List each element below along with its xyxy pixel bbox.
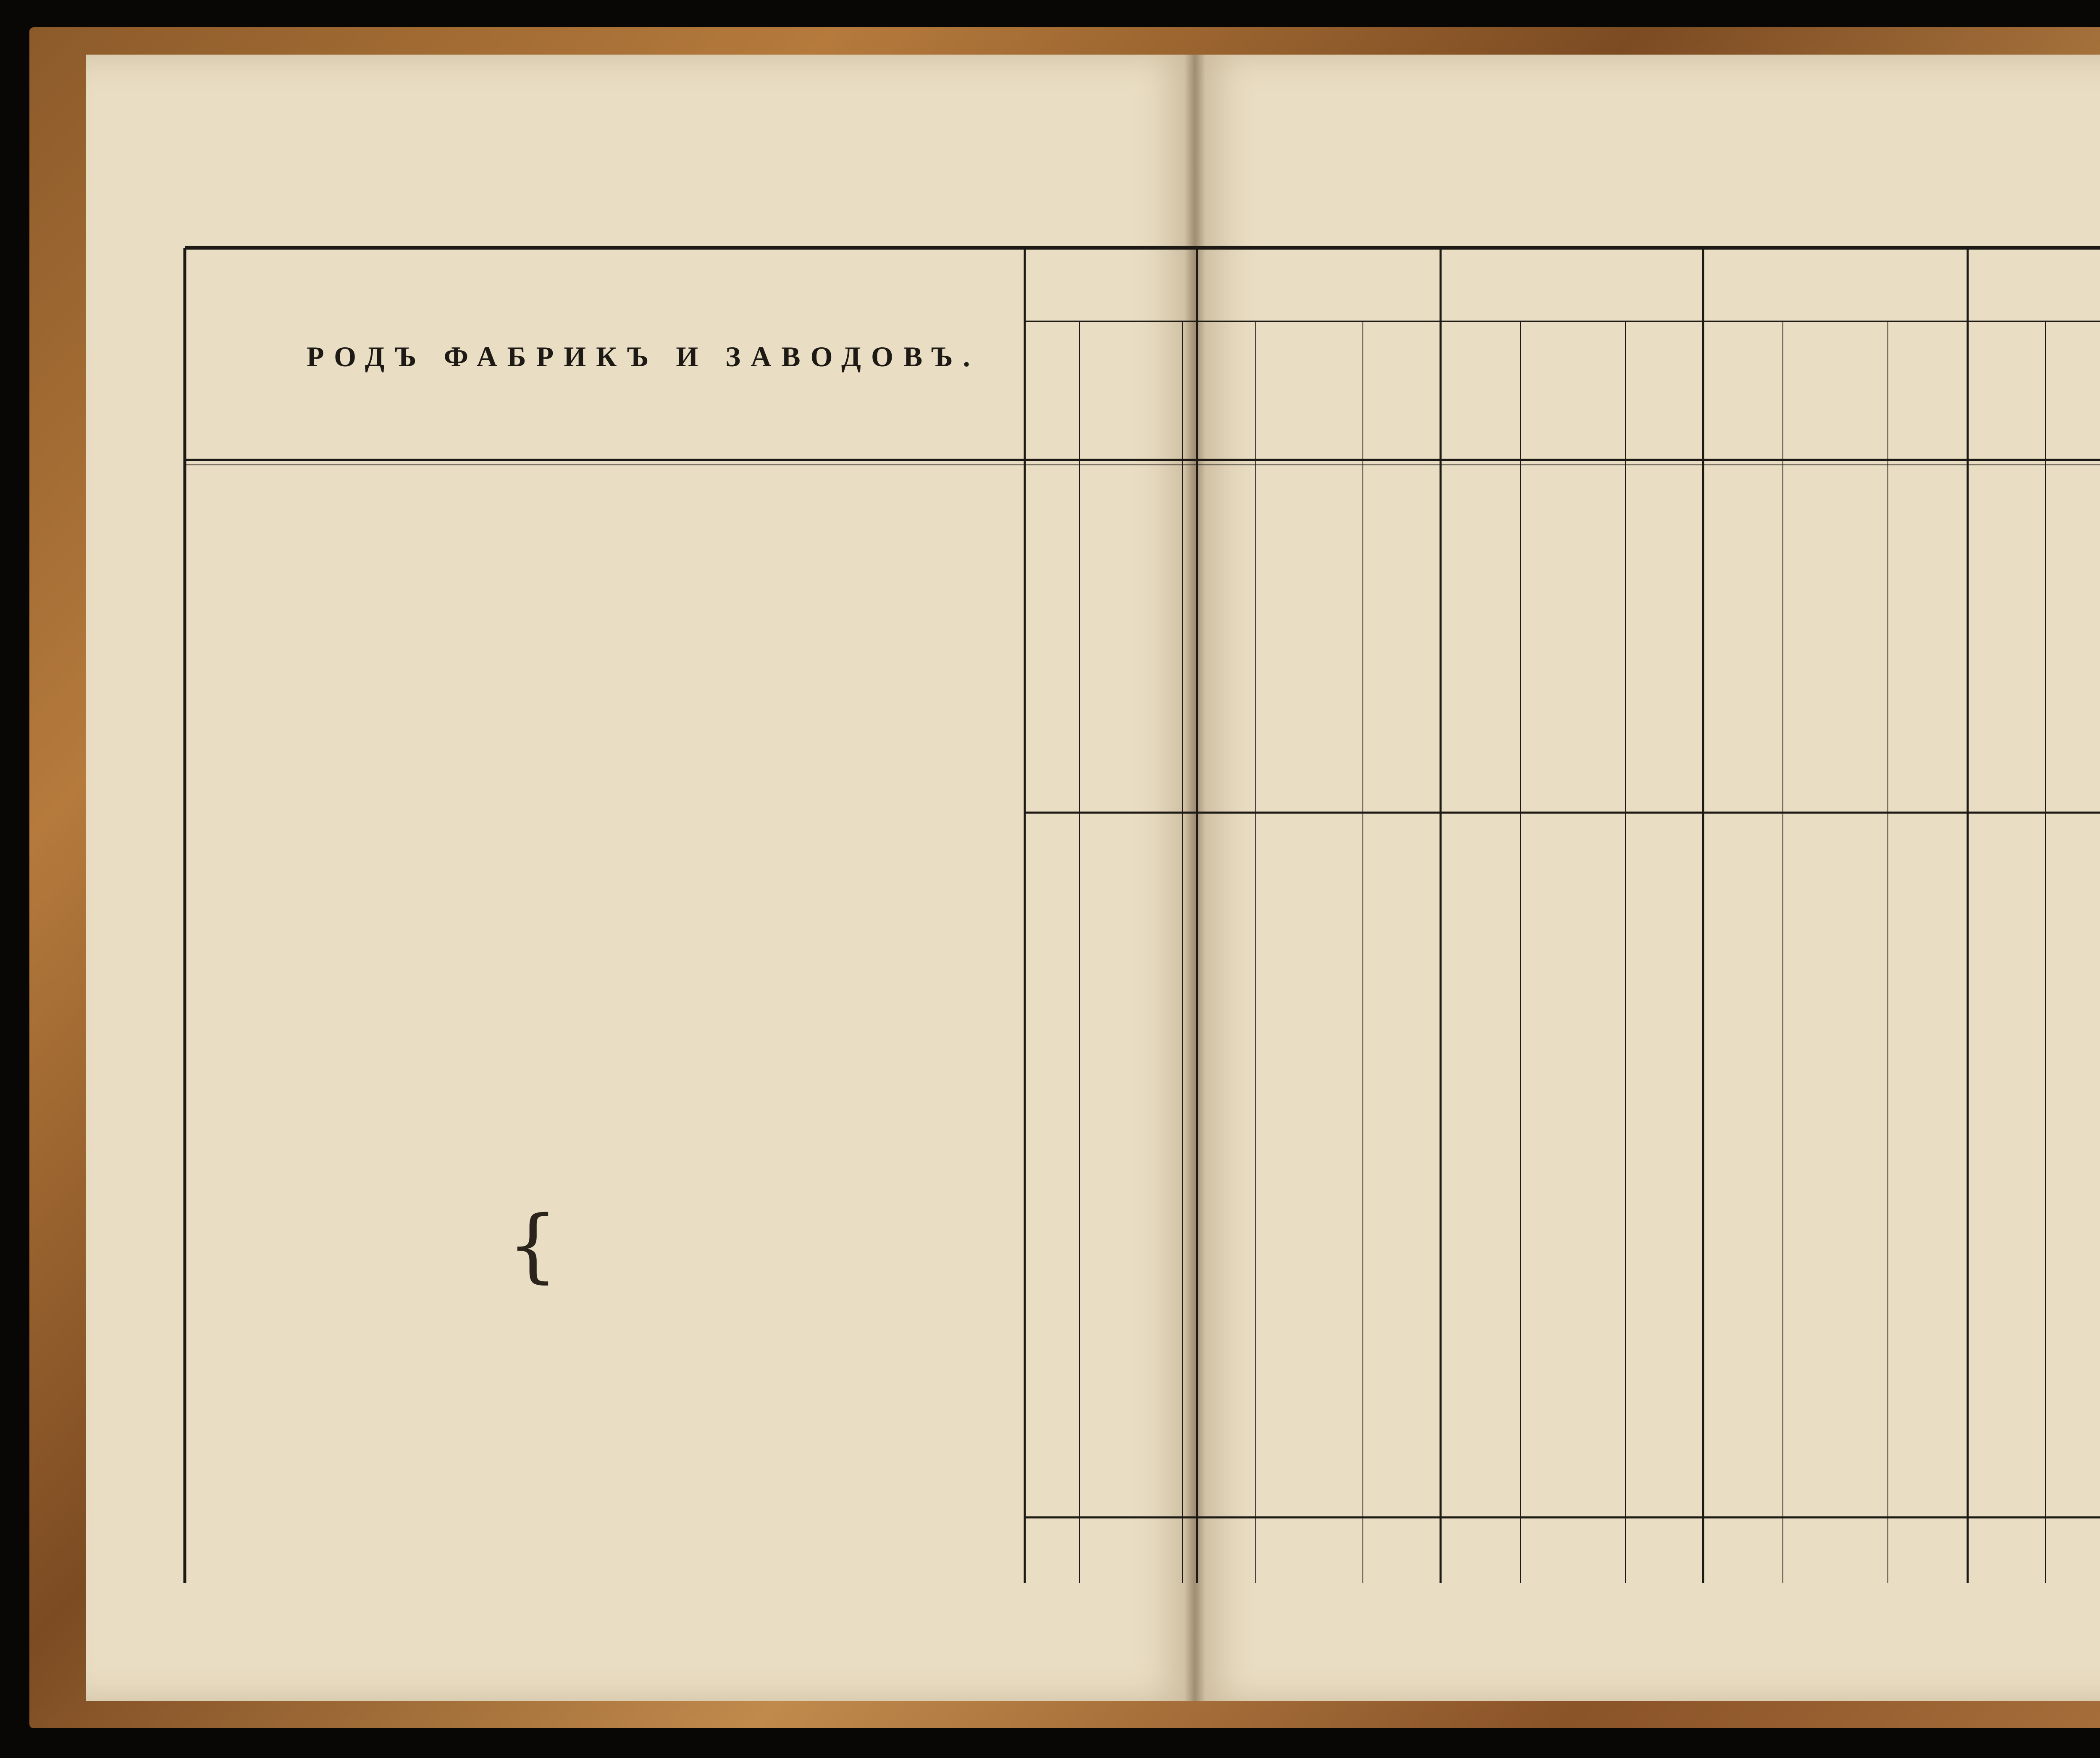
- column-header: [1365, 330, 1438, 456]
- column-header: [1890, 330, 1965, 456]
- left-page: [86, 55, 1195, 1701]
- column-header: [1785, 330, 1885, 456]
- table-title: РОДЪ ФАБРИКЪ И ЗАВОДОВЪ.: [307, 341, 980, 373]
- column-header: [1970, 330, 2043, 456]
- column-header: [1200, 330, 1253, 456]
- column-header: [1628, 330, 1701, 456]
- column-header: [1082, 330, 1180, 456]
- brace-icon: {: [507, 1199, 558, 1291]
- column-header: [1523, 330, 1623, 456]
- column-header: [2048, 330, 2100, 456]
- column-header: [1185, 330, 1194, 456]
- column-header: [1443, 330, 1518, 456]
- column-header: [1258, 330, 1360, 456]
- column-header: [1706, 330, 1780, 456]
- column-header: [1027, 330, 1077, 456]
- right-page: [1195, 55, 2100, 1701]
- book-gutter: [1184, 55, 1205, 1701]
